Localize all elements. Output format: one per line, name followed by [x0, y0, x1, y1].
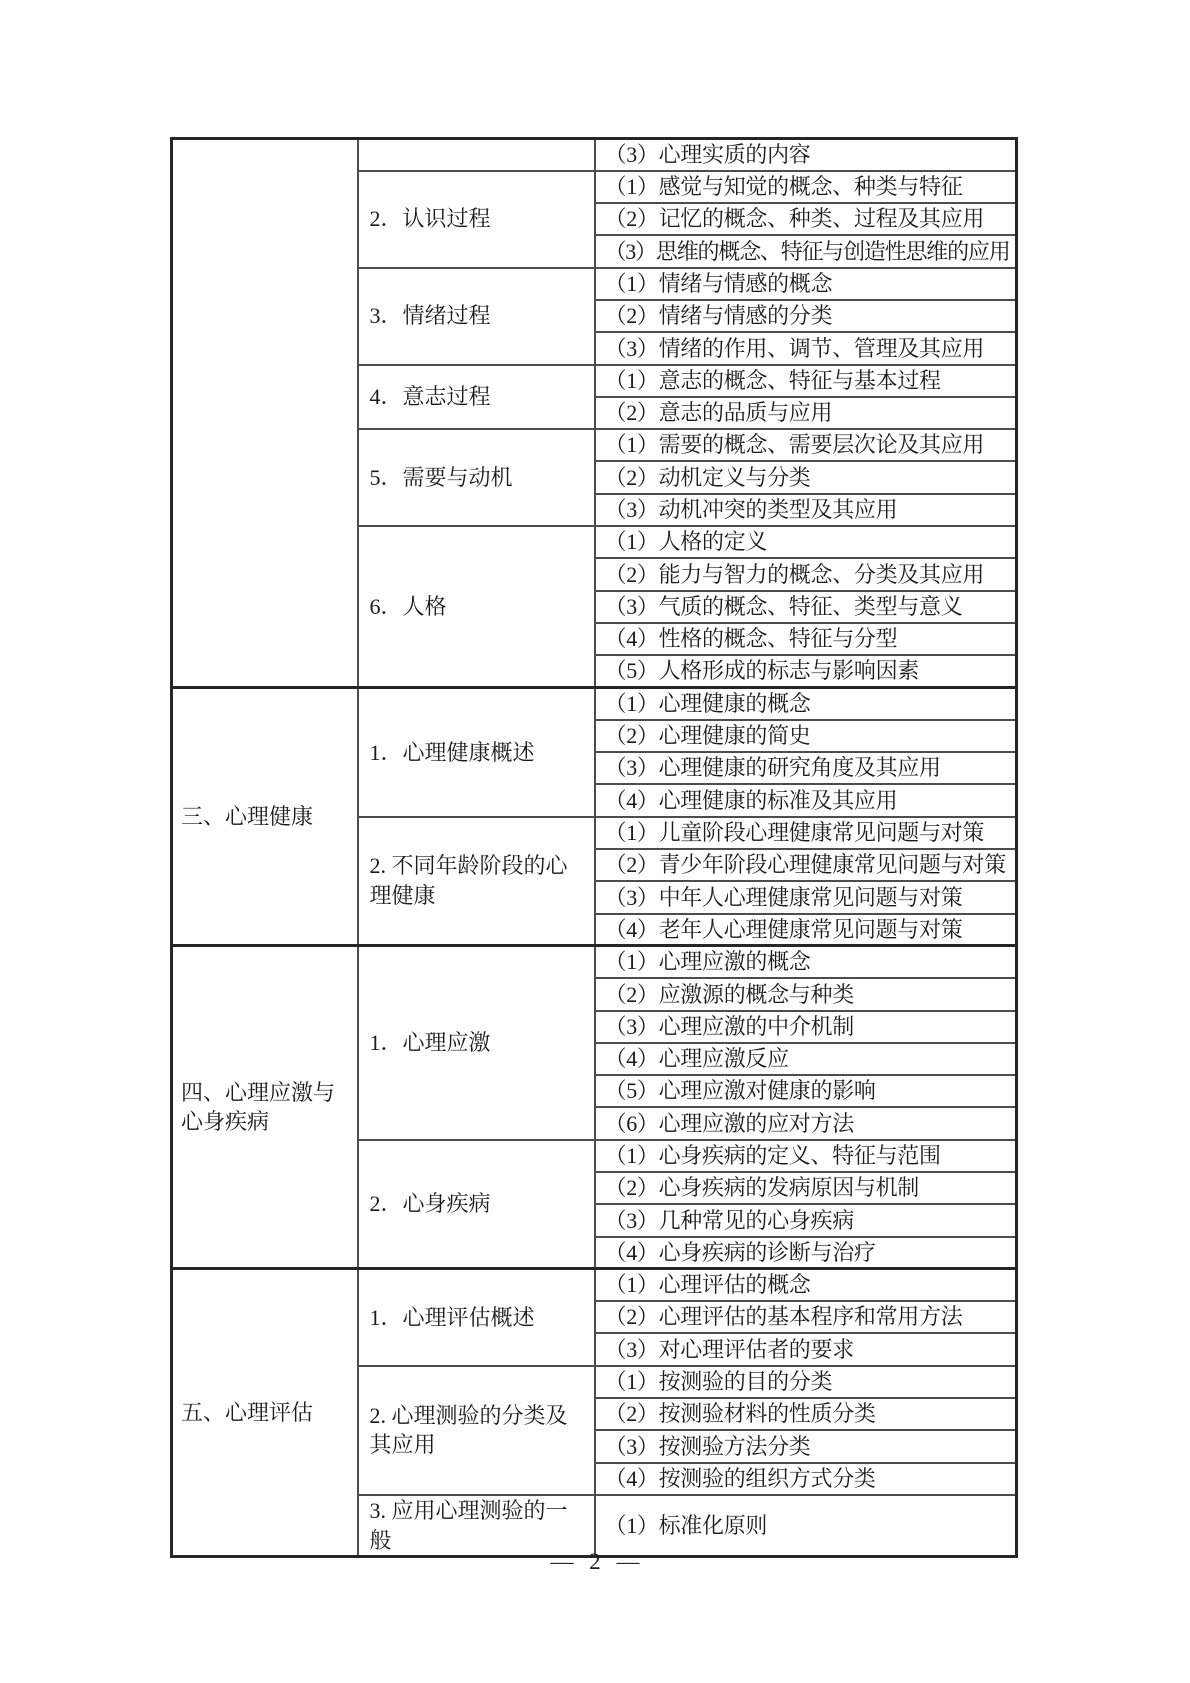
- item-cell: （6）心理应激的应对方法: [595, 1107, 1017, 1139]
- item-cell: （3）心理健康的研究角度及其应用: [595, 752, 1017, 784]
- section-title-cell: 四、心理应激与心身疾病: [172, 946, 358, 1269]
- item-cell: （2）心理评估的基本程序和常用方法: [595, 1301, 1017, 1333]
- item-cell: （2）动机定义与分类: [595, 461, 1017, 493]
- item-cell: （4）心理应激反应: [595, 1043, 1017, 1075]
- item-cell: （1）心理应激的概念: [595, 946, 1017, 978]
- item-cell: （1）人格的定义: [595, 526, 1017, 558]
- item-cell: （2）心理健康的简史: [595, 720, 1017, 752]
- item-cell: （1）心理评估的概念: [595, 1269, 1017, 1301]
- item-cell: （2）按测验材料的性质分类: [595, 1398, 1017, 1430]
- item-cell: （1）需要的概念、需要层次论及其应用: [595, 429, 1017, 461]
- item-cell: （3）几种常见的心身疾病: [595, 1204, 1017, 1236]
- item-cell: （1）心身疾病的定义、特征与范围: [595, 1140, 1017, 1172]
- item-cell: （3）心理实质的内容: [595, 139, 1017, 171]
- subsection-cell: 2. 心理测验的分类及其应用: [358, 1366, 595, 1495]
- item-cell: （1）意志的概念、特征与基本过程: [595, 365, 1017, 397]
- item-cell: （3）气质的概念、特征、类型与意义: [595, 591, 1017, 623]
- item-cell: （1）按测验的目的分类: [595, 1366, 1017, 1398]
- item-cell: （2）记忆的概念、种类、过程及其应用: [595, 203, 1017, 235]
- item-cell: （2）意志的品质与应用: [595, 397, 1017, 429]
- subsection-cell: 4．意志过程: [358, 365, 595, 430]
- item-cell: （4）性格的概念、特征与分型: [595, 623, 1017, 655]
- item-cell: （2）心身疾病的发病原因与机制: [595, 1172, 1017, 1204]
- item-cell: （1）心理健康的概念: [595, 688, 1017, 720]
- subsection-cell: 3. 应用心理测验的一般: [358, 1495, 595, 1557]
- subsection-cell: 2. 不同年龄阶段的心理健康: [358, 817, 595, 946]
- subsection-cell: 3．情绪过程: [358, 268, 595, 365]
- item-cell: （5）人格形成的标志与影响因素: [595, 655, 1017, 687]
- table-row: [172, 139, 1017, 171]
- section-title-cell: 三、心理健康: [172, 688, 358, 946]
- subsection-cell: 2．认识过程: [358, 171, 595, 268]
- item-cell: （4）心身疾病的诊断与治疗: [595, 1237, 1017, 1269]
- subsection-cell: 5．需要与动机: [358, 429, 595, 526]
- page-number: — 2 —: [550, 1549, 640, 1574]
- item-cell: （4）心理健康的标准及其应用: [595, 784, 1017, 816]
- section-title-cell: 五、心理评估: [172, 1269, 358, 1557]
- item-cell: （3）按测验方法分类: [595, 1430, 1017, 1462]
- syllabus-table: [170, 137, 1018, 1558]
- subsection-cell: 1．心理健康概述: [358, 688, 595, 817]
- item-cell: （1）标准化原则: [595, 1495, 1017, 1557]
- item-cell: （5）心理应激对健康的影响: [595, 1075, 1017, 1107]
- table-row: [172, 1269, 1017, 1301]
- item-cell: （1）感觉与知觉的概念、种类与特征: [595, 171, 1017, 203]
- item-cell: （4）老年人心理健康常见问题与对策: [595, 914, 1017, 946]
- subsection-cell: 1．心理评估概述: [358, 1269, 595, 1366]
- item-cell: （3）心理应激的中介机制: [595, 1011, 1017, 1043]
- item-cell: （1）儿童阶段心理健康常见问题与对策: [595, 817, 1017, 849]
- item-cell: （3）思维的概念、特征与创造性思维的应用: [595, 235, 1017, 267]
- item-cell: （2）能力与智力的概念、分类及其应用: [595, 558, 1017, 590]
- subsection-cell: 6．人格: [358, 526, 595, 687]
- subsection-cell: 2．心身疾病: [358, 1140, 595, 1269]
- item-cell: （3）中年人心理健康常见问题与对策: [595, 881, 1017, 913]
- item-cell: （1）情绪与情感的概念: [595, 268, 1017, 300]
- item-cell: （3）对心理评估者的要求: [595, 1333, 1017, 1365]
- subsection-cell: 1．心理应激: [358, 946, 595, 1140]
- item-cell: （3）情绪的作用、调节、管理及其应用: [595, 332, 1017, 364]
- item-cell: （3）动机冲突的类型及其应用: [595, 494, 1017, 526]
- table-row: [172, 688, 1017, 720]
- item-cell: （2）情绪与情感的分类: [595, 300, 1017, 332]
- subsection-cell: [358, 139, 595, 171]
- section-title-cell: [172, 139, 358, 688]
- item-cell: （2）应激源的概念与种类: [595, 978, 1017, 1010]
- item-cell: （2）青少年阶段心理健康常见问题与对策: [595, 849, 1017, 881]
- item-cell: （4）按测验的组织方式分类: [595, 1463, 1017, 1495]
- table-row: [172, 946, 1017, 978]
